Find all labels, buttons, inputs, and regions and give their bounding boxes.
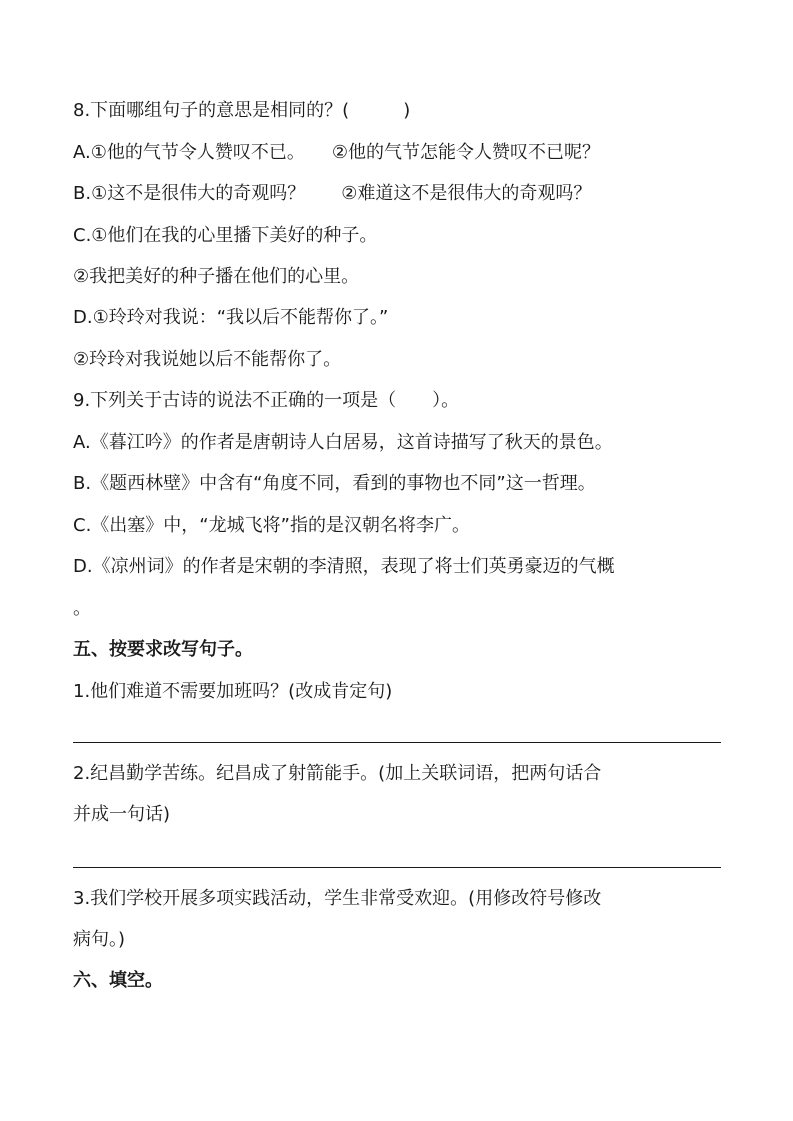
question-9-option-d-1: D.《凉州词》的作者是宋朝的李清照，表现了将士们英勇豪迈的气概 — [73, 556, 615, 577]
section-5-heading: 五、按要求改写句子。 — [73, 639, 253, 660]
question-8-option-b: B.①这不是很伟大的奇观吗？ ②难道这不是很伟大的奇观吗？ — [73, 183, 592, 204]
question-8-option-d-2: ②玲玲对我说她以后不能帮你了。 — [73, 349, 342, 370]
question-8-option-c-2: ②我把美好的种子播在他们的心里。 — [73, 266, 360, 287]
question-9-stem: 9.下列关于古诗的说法不正确的一项是（ ）。 — [73, 390, 460, 411]
question-8-option-a: A.①他的气节令人赞叹不已。 ②他的气节怎能令人赞叹不已呢？ — [73, 142, 600, 163]
section-5-question-1: 1.他们难道不需要加班吗？(改成肯定句) — [73, 681, 393, 702]
question-9-option-d-2: 。 — [73, 598, 91, 619]
question-9-option-c: C.《出塞》中，“龙城飞将”指的是汉朝名将李广。 — [73, 515, 470, 536]
question-9-option-b: B.《题西林壁》中含有“角度不同，看到的事物也不同”这一哲理。 — [73, 473, 596, 494]
section-5-question-3-line-2: 病句。) — [73, 929, 126, 950]
answer-line-1 — [73, 742, 721, 743]
section-5-question-2-line-1: 2.纪昌勤学苦练。纪昌成了射箭能手。(加上关联词语，把两句话合 — [73, 763, 602, 784]
question-8-stem: 8.下面哪组句子的意思是相同的？( ) — [73, 100, 411, 121]
question-8-option-c-1: C.①他们在我的心里播下美好的种子。 — [73, 225, 378, 246]
section-6-heading: 六、填空。 — [73, 970, 163, 991]
section-5-question-2-line-2: 并成一句话) — [73, 804, 171, 825]
answer-line-2 — [73, 867, 721, 868]
section-5-question-3-line-1: 3.我们学校开展多项实践活动，学生非常受欢迎。(用修改符号修改 — [73, 888, 602, 909]
question-9-option-a: A.《暮江吟》的作者是唐朝诗人白居易，这首诗描写了秋天的景色。 — [73, 432, 613, 453]
question-8-option-d-1: D.①玲玲对我说：“我以后不能帮你了。” — [73, 307, 389, 328]
